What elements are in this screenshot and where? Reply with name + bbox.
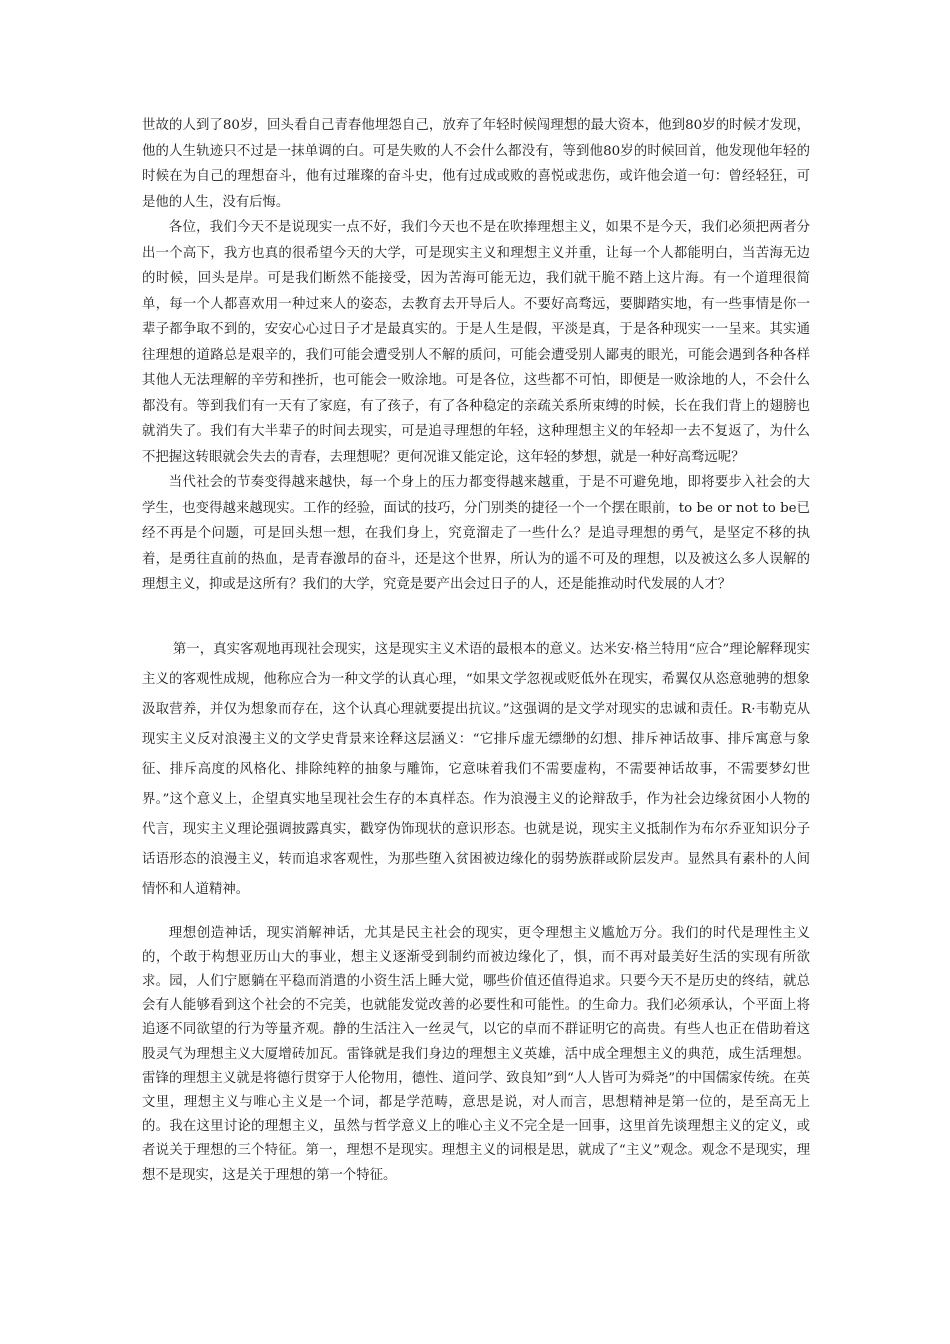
- paragraph: 世故的人到了80岁，回头看自己青春他埋怨自己，放弃了年轻时候闯理想的最大资本，他到80岁的时候才发现，他的人生轨迹只不过是一抹单调的白。可是失败的人不会什么都没有，等到他80岁的时候回首，他发现他年轻的时候在为自己的理想奋斗，他有过璀璨的奋斗史，他有过成或败的喜悦或悲伤，或许他会道一句：曾经轻狂，可是他的人生，没有后悔。: [142, 118, 810, 210]
- section-idealism: [142, 922, 810, 1188]
- document-page: [142, 113, 810, 1188]
- section-realism-definition: [142, 635, 810, 905]
- paragraph: 第一，真实客观地再现社会现实，这是现实主义术语的最根本的意义。达米安·格兰特用“应合”理论解释现实主义的客观性成规，他称应合为一种文学的认真心理，“如果文学忽视或贬低外在现实，希翼仅从恣意驰骋的想象汲取营养，并仅为想象而存在，这个认真心理就要提出抗议。”这强调的是文学对现实的忠诚和责任。R·韦勒克从现实主义反对浪漫主义的文学史背景来诠释这层涵义：“它排斥虚无缥缈的幻想、排斥神话故事、排斥寓意与象征、排斥高度的风格化、排除纯粹的抽象与雕饰，它意味着我们不需要虚构，不需要神话故事，不需要梦幻世界。”这个意义上，企望真实地呈现社会生存的本真样态。作为浪漫主义的论辩敌手，作为社会边缘贫困小人物的代言，现实主义理论强调披露真实，戳穿伪饰现状的意识形态。也就是说，现实主义抵制作为布尔乔亚知识分子话语形态的浪漫主义，转而追求客观性，为那些堕入贫困被边缘化的弱势族群或阶层发声。显然具有素朴的人间情怀和人道精神。: [142, 641, 810, 897]
- paragraph: 各位，我们今天不是说现实一点不好，我们今天也不是在吹捧理想主义，如果不是今天，我们必须把两者分出一个高下，我方也真的很希望今天的大学，可是现实主义和理想主义并重，让每一个人都能明白，当苦海无边的时候，回头是岸。可是我们断然不能接受，因为苦海可能无边，我们就干脆不踏上这片海。有一个道理很简单，每一个人都喜欢用一种过来人的姿态，去教育去开导后人。不要好高骛远，要脚踏实地，有一些事情是你一辈子都争取不到的，安安心心过日子才是最真实的。于是人生是假，平淡是真，于是各种现实一一呈来。其实通往理想的道路总是艰辛的，我们可能会遭受别人不解的质问，可能会遭受别人鄙夷的眼光，可能会遇到各种各样其他人无法理解的辛劳和挫折，也可能会一败涂地。可是各位，这些都不可怕，即便是一败涂地的人，不会什么都没有。等到我们有一天有了家庭，有了孩子，有了各种稳定的亲疏关系所束缚的时候，长在我们背上的翅膀也就消失了。我们有大半辈子的时间去现实，可是追寻理想的年轻，这种理想主义的年轻却一去不复返了，为什么不把握这转眼就会失去的青春，去理想呢？更何况谁又能定论，这年轻的梦想，就是一种好高骛远呢？: [142, 220, 810, 465]
- section-debate-speech: [142, 113, 810, 598]
- paragraph: 当代社会的节奏变得越来越快，每一个身上的压力都变得越来越重，于是不可避免地，即将要步入社会的大学生，也变得越来越现实。工作的经验，面试的技巧，分门别类的捷径一个一个摆在眼前，to be or not to be已经不再是个问题，可是回头想一想，在我们身上，究竟溜走了一些什么？是追寻理想的勇气，是坚定不移的执着，是勇往直前的热血，是青春激昂的奋斗，还是这个世界，所认为的遥不可及的理想，以及被这么多人误解的理想主义，抑或是这所有？我们的大学，究竟是要产出会过日子的人，还是能推动时代发展的人才？: [142, 475, 810, 592]
- paragraph: 理想创造神话，现实消解神话，尤其是民主社会的现实，更令理想主义尴尬万分。我们的时代是理性主义的，个敢于构想亚历山大的事业，想主义逐渐受到制约而被边缘化了，惧，而不再对最美好生活的实现有所欲求。园，人们宁愿躺在平稳而消遣的小资生活上睡大觉，哪些价值还值得追求。只要今天不是历史的终结，就总会有人能够看到这个社会的不完美，也就能发觉改善的必要性和可能性。的生命力。我们必须承认，个平面上将追逐不同欲望的行为等量齐观。静的生活注入一丝灵气，以它的卓而不群证明它的高贵。有些人也正在借助着这股灵气为理想主义大厦增砖加瓦。雷锋就是我们身边的理想主义英雄，活中成全理想主义的典范，成生活理想。雷锋的理想主义就是将德行贯穿于人伦物用，德性、道问学、致良知”到“人人皆可为舜尧”的中国儒家传统。在英文里，理想主义与唯心主义是一个词，都是学范畴，意思是说，对人而言，思想精神是第一位的，是至高无上的。我在这里讨论的理想主义，虽然与哲学意义上的唯心主义不完全是一回事，这里首先谈理想主义的定义，或者说关于理想的三个特征。第一，理想不是现实。理想主义的词根是思，就成了“主义”观念。观念不是现实，理想不是现实，这是关于理想的第一个特征。: [142, 925, 810, 1183]
